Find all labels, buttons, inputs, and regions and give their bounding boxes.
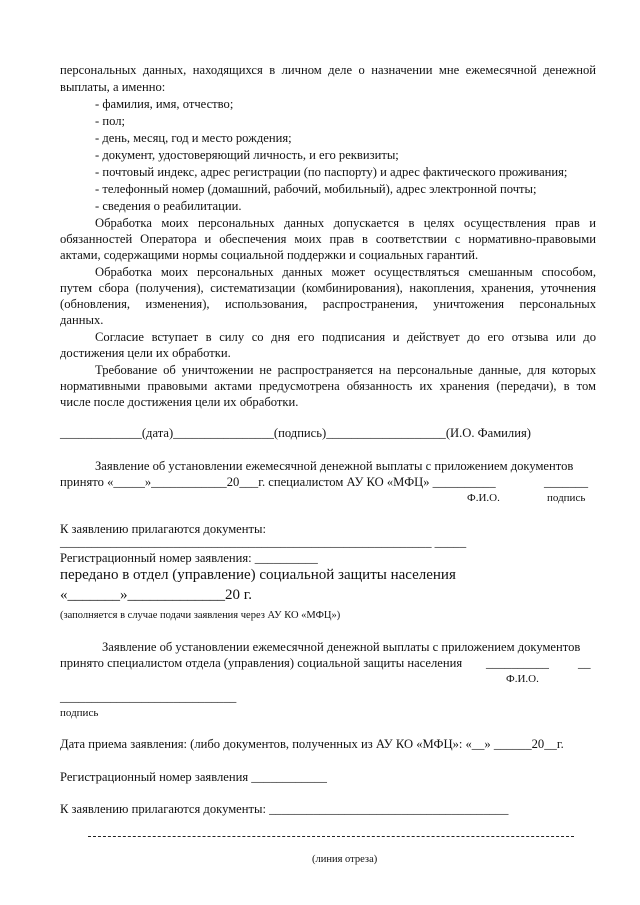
mfc-statement-line: Заявление об установлении ежемесячной денежной выплаты с приложением документов [95, 459, 574, 473]
consent-list-item: - фамилия, имя, отчество; [95, 97, 234, 111]
transfer-date-line[interactable]: «_______»_____________20 г. [60, 587, 252, 603]
consent-line: (обновления, изменения), использования, распространения, уничтожения персональных [60, 297, 596, 311]
attached-documents-social[interactable]: К заявлению прилагаются документы: ______________________________________ [60, 802, 509, 816]
mfc-fio-caption: Ф.И.О. [467, 492, 500, 504]
consent-list-item: - почтовый индекс, адрес регистрации (по паспорту) и адрес фактического проживания; [95, 165, 568, 179]
mfc-signature-caption: подпись [547, 492, 586, 504]
transfer-statement: передано в отдел (управление) социальной защиты населения [60, 567, 456, 583]
cut-line-caption: (линия отреза) [312, 854, 378, 865]
social-fio-blank[interactable]: __________ [486, 656, 549, 670]
consent-line: Согласие вступает в силу со дня его подписания и действует до его отзыва или до [95, 330, 596, 344]
consent-line: Требование об уничтожении не распространяется на персональные данные, для которых [95, 363, 596, 377]
social-statement-line: Заявление об установлении ежемесячной денежной выплаты с приложением документов [102, 640, 581, 654]
cut-line [88, 836, 574, 837]
consent-line: выплаты, а именно: [60, 80, 166, 94]
transfer-note: (заполняется в случае подачи заявления через АУ КО «МФЦ») [60, 610, 341, 621]
consent-list-item: - день, месяц, год и место рождения; [95, 131, 292, 145]
consent-line: актами, содержащими нормы социальной поддержки и социальных гарантий. [60, 248, 479, 262]
social-signature-caption: подпись [60, 707, 99, 719]
consent-line: обязанностей Оператора и обеспечения моих прав в соответствии с нормативно-правовыми [60, 232, 596, 246]
consent-list-item: - сведения о реабилитации. [95, 199, 242, 213]
consent-line: данных. [60, 313, 104, 327]
consent-line: нормативными правовыми актами предусмотрена обязанность их хранения (передачи), в том [60, 379, 596, 393]
social-extra-blank[interactable]: __ [578, 656, 591, 670]
attached-documents-line[interactable]: ___________________________________________________________ _____ [60, 535, 467, 549]
registration-number-social[interactable]: Регистрационный номер заявления ____________ [60, 770, 327, 784]
consent-list-item: - документ, удостоверяющий личность, и его реквизиты; [95, 148, 399, 162]
mfc-accepted-line[interactable]: принято «_____»____________20___г. специалистом АУ КО «МФЦ» __________ [60, 475, 496, 489]
consent-signature-line[interactable]: _____________(дата)________________(подпись)___________________(И.О. Фамилия) [60, 426, 531, 440]
consent-list-item: - пол; [95, 114, 125, 128]
consent-line: персональных данных, находящихся в личном деле о назначении мне ежемесячной денежной [60, 63, 596, 77]
mfc-signature-blank[interactable]: _______ [544, 475, 589, 489]
consent-line: путем сбора (получения), систематизации (комбинирования), накопления, хранения, уточнения [60, 281, 596, 295]
social-signature-blank[interactable]: ____________________________ [60, 690, 237, 704]
registration-number-line[interactable]: Регистрационный номер заявления: __________ [60, 551, 318, 565]
consent-line: Обработка моих персональных данных допускается в целях осуществления прав и [95, 216, 596, 230]
social-accepted-line: принято специалистом отдела (управления) социальной защиты населения [60, 656, 463, 670]
attached-documents-title: К заявлению прилагаются документы: [60, 522, 266, 536]
consent-list-item: - телефонный номер (домашний, рабочий, мобильный), адрес электронной почты; [95, 182, 537, 196]
consent-line: достижения цели их обработки. [60, 346, 231, 360]
social-fio-caption: Ф.И.О. [506, 673, 539, 685]
consent-line: Обработка моих персональных данных может осуществляться смешанным способом, [95, 265, 596, 279]
consent-line: числе после достижения цели их обработки. [60, 395, 299, 409]
receipt-date-line[interactable]: Дата приема заявления: (либо документов, полученных из АУ КО «МФЦ»: «__» ______20__г. [60, 737, 564, 751]
